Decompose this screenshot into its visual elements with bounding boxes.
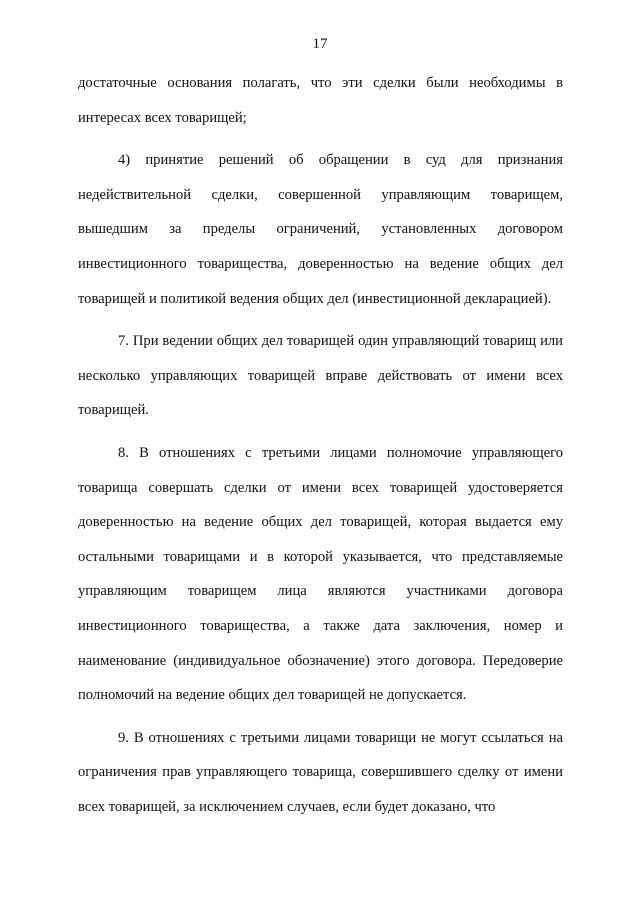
paragraph-continuation: достаточные основания полагать, что эти сделки были необходимы в интересах всех товарищей; [78, 75, 563, 126]
paragraph-item-8: 8. В отношениях с третьими лицами полномочие управляющего товарища совершать сделки от имени всех товарищей удостоверяется доверенностью на ведение общих дел товарищей, которая выдается ему остальными товарищами и в которой указывается, что представляемые управляющим товарищем лица являются участниками договора инвестиционного товарищества, а также дата заключения, номер и наименование (индивидуальное обозначение) этого договора. Передоверие полномочий на ведение общих дел товарищей не допускается. [78, 444, 563, 704]
paragraph-item-9: 9. В отношениях с третьими лицами товарищи не могут ссылаться на ограничения прав управляющего товарища, совершившего сделку от имени всех товарищей, за исключением случаев, если будет доказано, что [78, 729, 563, 815]
paragraph-item-7: 7. При ведении общих дел товарищей один управляющий товарищ или несколько управляющих товарищей вправе действовать от имени всех товарищей. [78, 333, 563, 419]
paragraph-item-4: 4) принятие решений об обращении в суд для признания недействительной сделки, совершенной управляющим товарищем, вышедшим за пределы ограничений, установленных договором инвестиционного товарищества, доверенностью на ведение общих дел товарищей и политикой ведения общих дел (инвестиционной декларацией). [78, 152, 563, 307]
page-number: 17 [312, 36, 328, 52]
document-body [78, 66, 563, 824]
